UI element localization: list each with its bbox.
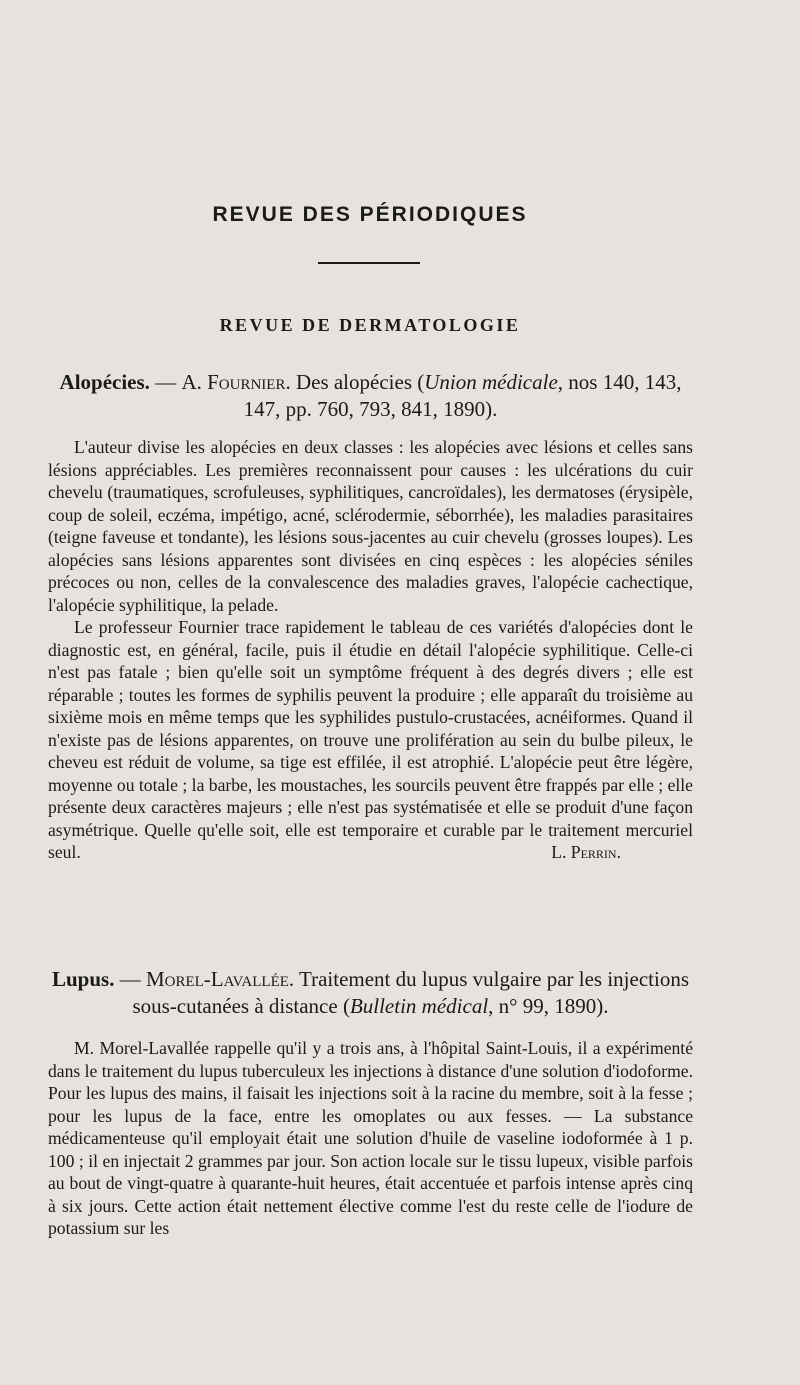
article-2-heading: Lupus.	[51, 967, 115, 991]
article-2-paragraph: M. Morel-Lavallée rappelle qu'il y a trois ans, à l'hôpital Saint-Louis, il a expérimenté dans le traitement du lupus tuberculeux les injections à distance d'une solution d'iodoforme. Pour les lupus des mains, il faisait les injections soit à la racine du membre, soit à la fesse ; pour les lupus de la face, entre les omoplates ou aux fesses. — La substance médicamenteuse qu'il employait était une solution d'huile de vaseline iodoformée à 1 p. 100 ; il en injectait 2 grammes par jour. Son action locale sur le tissu lupeux, visible parfois au bout de vingt-quatre à quarante-huit heures, était accentuée et parfois intense après cinq à six jours. Cette action était nettement élective comme l'est du reste celle de l'iodure de potassium sur les	[48, 1038, 693, 1238]
article-1-signature	[48, 841, 693, 864]
article-2-title	[48, 966, 693, 1020]
article-2-author: Morel-Lavallée.	[145, 967, 295, 991]
article-1-paragraph: Le professeur Fournier trace rapidement le tableau de ces variétés d'alopécies dont le diagnostic est, en général, facile, puis il étudie en détail l'alopécie syphilitique. Celle-ci n'est pas fatale ; bien qu'elle soit un symptôme fréquent à des degrés divers ; elle est réparable ; toutes les formes de syphilis peuvent la produire ; elle apparaît du troisième au sixième mois en même temps que les syphilides pustulo-crustacées, acnéiformes. Quand il n'existe pas de lésions apparentes, on trouve une prolifération au sein du bulbe pileux, le cheveu est réduit de volume, sa tige est effilée, il est atrophié. L'alopécie peut être légère, moyenne ou totale ; la barbe, les moustaches, les sourcils peuvent être frappés par elle ; elle présente deux caractères majeurs ; elle n'est pas systématisée et elle se produit d'une façon asymétrique. Quelle qu'elle soit, elle est temporaire et curable par le traitement mercuriel seul.	[48, 617, 693, 862]
article-1-dash: —	[149, 370, 182, 394]
title-rule	[318, 262, 420, 264]
article-2-journal: Bulletin médical	[349, 994, 489, 1018]
article-1-title-text: Des alopécies (	[290, 370, 425, 394]
article-1-title	[48, 369, 693, 423]
article-1-author: A. Fournier.	[181, 370, 291, 394]
page-title: REVUE DES PÉRIODIQUES	[212, 203, 528, 226]
article-2-body	[48, 1037, 693, 1240]
article-1-journal: Union médicale	[424, 370, 558, 394]
article-1-heading: Alopécies.	[59, 370, 150, 394]
article-2-dash: —	[114, 967, 146, 991]
article-2-issue: , n° 99, 1890).	[488, 994, 609, 1018]
article-1-body	[48, 436, 693, 864]
article-2-title-text: Traitement du lupus vulgaire par les injections sous-cutanées à distance (	[132, 967, 689, 1018]
article-1-signature-text: L. Perrin.	[551, 842, 621, 862]
article-1-paragraph: L'auteur divise les alopécies en deux classes : les alopécies avec lésions et celles sans lésions appréciables. Les premières reconnaissent pour causes : les ulcérations du cuir chevelu (traumatiques, scrofuleuses, syphilitiques, cancroïdales), les dermatoses (érysipèle, coup de soleil, eczéma, impétigo, acné, sclérodermie, séborrhée), les maladies parasitaires (teigne faveuse et tondante), les lésions sous-jacentes au cuir chevelu (grosses loupes). Les alopécies sans lésions apparentes sont divisées en cinq espèces : les alopécies séniles précoces ou non, celles de la convalescence des maladies graves, l'alopécie cachectique, l'alopécie syphilitique, la pelade.	[48, 437, 693, 615]
section-title: REVUE DE DERMATOLOGIE	[219, 315, 521, 335]
article-1-issue: , nos 140, 143, 147, pp. 760, 793, 841, 1890).	[243, 370, 682, 421]
